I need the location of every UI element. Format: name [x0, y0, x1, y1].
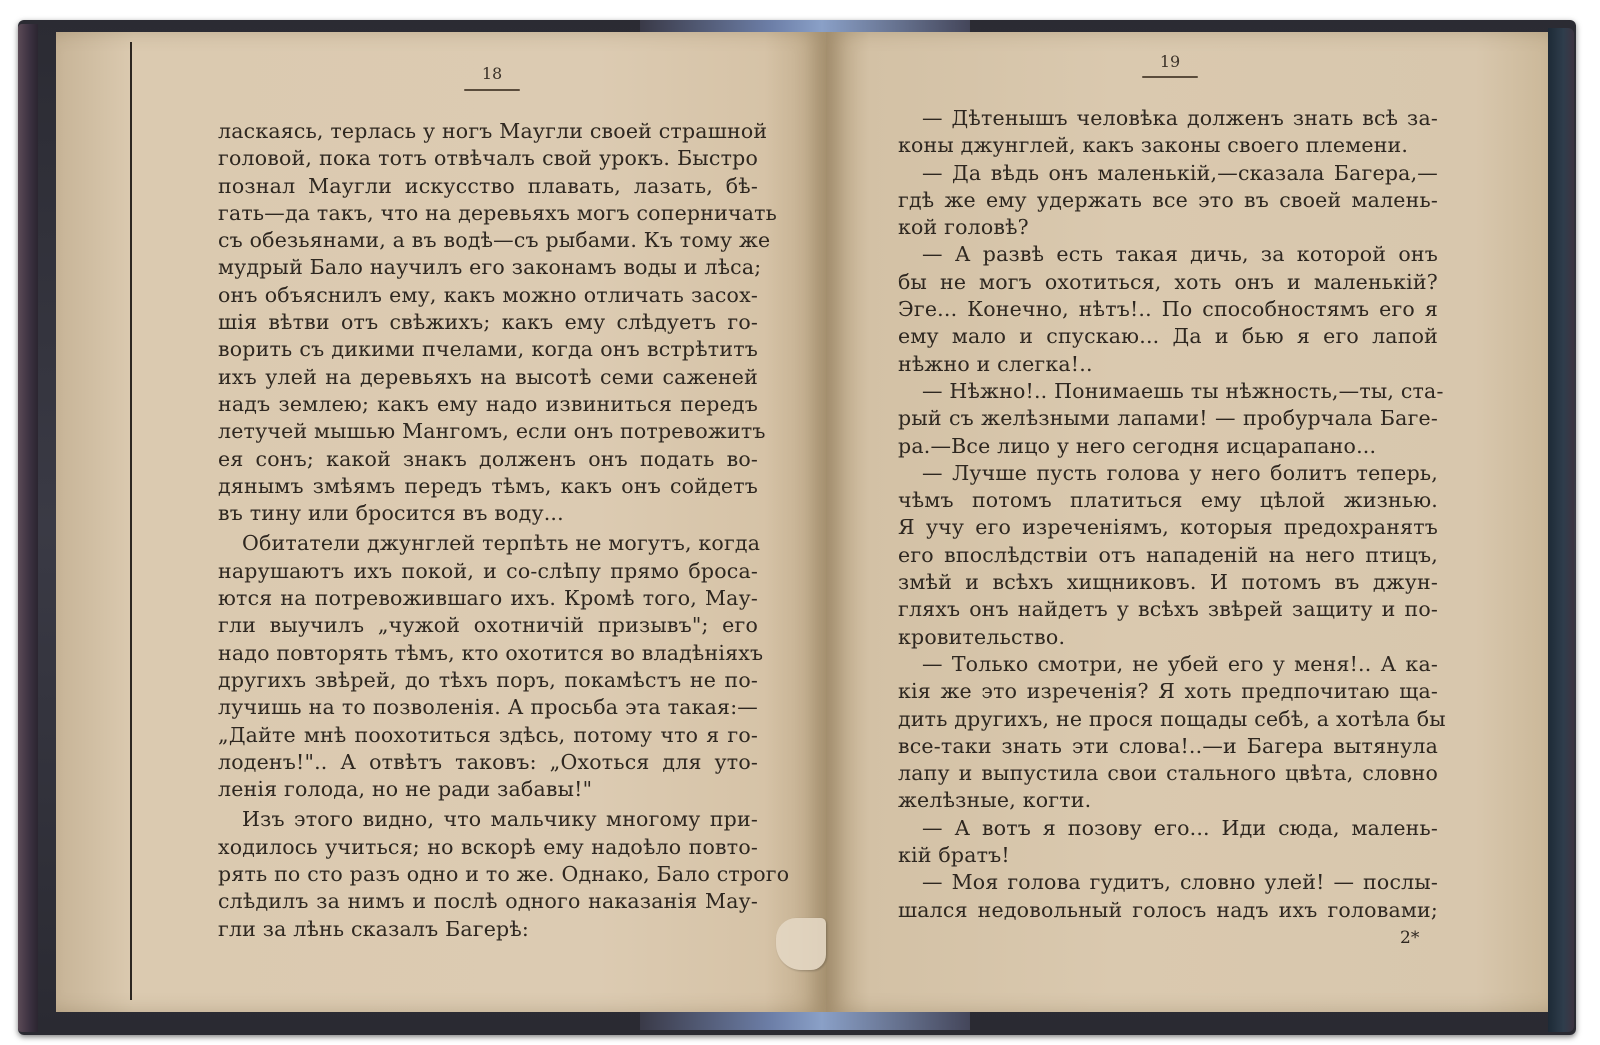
- text-line: бы не могъ охотиться, хоть онъ и маленькій?: [898, 269, 1438, 294]
- text-line: нѣжно и слегка!..: [898, 351, 1093, 376]
- text-line: шался недовольный голосъ надъ ихъ головами;: [898, 897, 1438, 922]
- text-line: ворить съ дикими пчелами, когда онъ встрѣтитъ: [218, 337, 758, 362]
- page-tear: [776, 918, 826, 970]
- text-line: ленія голода, но не ради забавы!": [218, 777, 593, 802]
- text-line: ласкаясь, терлась у ногъ Маугли своей страшной: [218, 119, 768, 143]
- text-line: дянымъ змѣямъ передъ тѣмъ, какъ онъ сойдетъ: [218, 473, 758, 498]
- text-line: змѣй и всѣхъ хищниковъ. И потомъ въ джун-: [898, 570, 1438, 595]
- text-line: ихъ улей на деревьяхъ на высотѣ семи саженей: [218, 364, 758, 389]
- left-page-margin-rule: [130, 42, 132, 1000]
- text-line: — Дѣтенышъ человѣка долженъ знать всѣ за-: [922, 106, 1438, 130]
- text-line: шія вѣтви отъ свѣжихъ; какъ ему слѣдуетъ го-: [218, 310, 758, 335]
- right-page-text: [898, 105, 1446, 924]
- text-line: Обитатели джунглей терпѣть не могутъ, когда: [242, 531, 761, 556]
- text-line: онъ объяснилъ ему, какъ можно отличать засох-: [218, 282, 758, 307]
- left-page-number-rule: [464, 89, 520, 91]
- text-line: кій братъ!: [898, 843, 1010, 868]
- text-line: нарушаютъ ихъ покой, и со-слѣпу прямо броса-: [218, 558, 758, 583]
- text-line: кія же это изреченія? Я хоть предпочитаю ща-: [898, 679, 1438, 704]
- text-line: надо повторять тѣмъ, кто охотится во владѣніяхъ: [218, 640, 764, 665]
- text-line: кровительство.: [898, 624, 1066, 649]
- text-line: надъ землею; какъ ему надо извиниться передъ: [218, 391, 758, 416]
- text-line: мудрый Бало научилъ его законамъ воды и лѣса;: [218, 255, 762, 280]
- text-line: — Да вѣдь онъ маленькій,—сказала Багера,—: [922, 160, 1438, 185]
- cover-edge-left: [18, 24, 38, 1032]
- text-line: летучей мышью Мангомъ, если онъ потревожитъ: [218, 419, 766, 444]
- text-line: чѣмъ потомъ платиться ему цѣлой жизнью.: [898, 488, 1438, 513]
- text-line: его впослѣдствіи отъ нападеній на него птицъ,: [898, 542, 1438, 567]
- text-line: Изъ этого видно, что мальчику многому при-: [242, 807, 758, 832]
- text-line: — А вотъ я позову его... Иди сюда, малень-: [922, 815, 1438, 840]
- text-line: лоденъ!".. А отвѣтъ таковъ: „Охоться для уто-: [218, 749, 758, 774]
- text-line: гать—да такъ, что на деревьяхъ могъ соперничать: [218, 200, 778, 225]
- text-line: Я учу его изреченіямъ, которыя предохранятъ: [898, 515, 1438, 540]
- text-line: гдѣ же ему удержать все это въ своей малень-: [898, 187, 1438, 212]
- text-line: — Нѣжно!.. Понимаешь ты нѣжность,—ты, ста-: [922, 378, 1444, 403]
- text-line: — А развѣ есть такая дичь, за которой онъ: [922, 242, 1438, 267]
- text-line: ются на потревожившаго ихъ. Кромѣ того, Мау-: [218, 586, 758, 611]
- text-line: кой головѣ?: [898, 215, 1029, 240]
- text-line: ходилось учиться; но вскорѣ ему надоѣло повто-: [218, 834, 758, 859]
- cover-edge-right: [1548, 28, 1574, 1032]
- text-line: въ тину или бросится въ воду...: [218, 501, 564, 526]
- text-line: — Только смотри, не убей его у меня!.. А ка-: [922, 651, 1438, 676]
- text-line: съ обезьянами, а въ водѣ—съ рыбами. Къ тому же: [218, 228, 771, 253]
- text-line: другихъ звѣрей, до тѣхъ поръ, покамѣстъ не по-: [218, 667, 758, 692]
- signature-mark: 2*: [1400, 928, 1420, 948]
- text-line: лапу и выпустила свои стального цвѣта, словно: [898, 761, 1438, 786]
- text-line: гляхъ онъ найдетъ у всѣхъ звѣрей защиту и по-: [898, 597, 1438, 622]
- text-line: коны джунглей, какъ законы своего племени.: [898, 133, 1409, 158]
- text-line: ему мало и спускаю... Да и бью я его лапой: [898, 324, 1438, 349]
- text-line: желѣзные, когти.: [898, 788, 1092, 813]
- text-line: Эге... Конечно, нѣтъ!.. По способностямъ его я: [898, 297, 1438, 322]
- text-line: дить другихъ, не прося пощады себѣ, а хотѣла бы: [898, 706, 1446, 731]
- text-line: слѣдилъ за нимъ и послѣ одного наказанія Мау-: [218, 889, 758, 914]
- left-page-number: 18: [481, 64, 503, 83]
- text-line: рый съ желѣзными лапами! — пробурчала Баге-: [898, 406, 1438, 431]
- text-line: ра.—Все лицо у него сегодня исцарапано...: [898, 433, 1377, 458]
- left-page-text: [218, 118, 790, 943]
- text-line: ея сонъ; какой знакъ долженъ онъ подать во-: [218, 446, 758, 471]
- right-page-number: 19: [1159, 52, 1181, 71]
- text-line: гли выучилъ „чужой охотничій призывъ"; его: [218, 613, 758, 638]
- text-line: познал Маугли искусство плавать, лазать, бѣ-: [218, 173, 758, 198]
- text-line: — Лучше пусть голова у него болитъ теперь,: [922, 460, 1438, 485]
- text-line: „Дайте мнѣ поохотиться здѣсь, потому что я го-: [218, 722, 758, 747]
- right-page-number-rule: [1142, 76, 1198, 78]
- text-line: — Моя голова гудитъ, словно улей! — послы-: [922, 870, 1438, 895]
- text-line: головой, пока тотъ отвѣчалъ свой урокъ. Быстро: [218, 146, 758, 171]
- text-line: рять по сто разъ одно и то же. Однако, Бало строго: [218, 862, 790, 887]
- text-line: все-таки знать эти слова!..—и Багера вытянула: [898, 733, 1438, 758]
- text-line: гли за лѣнь сказалъ Багерѣ:: [218, 916, 530, 941]
- text-line: лучишь на то позволенія. А просьба эта такая:—: [218, 695, 758, 720]
